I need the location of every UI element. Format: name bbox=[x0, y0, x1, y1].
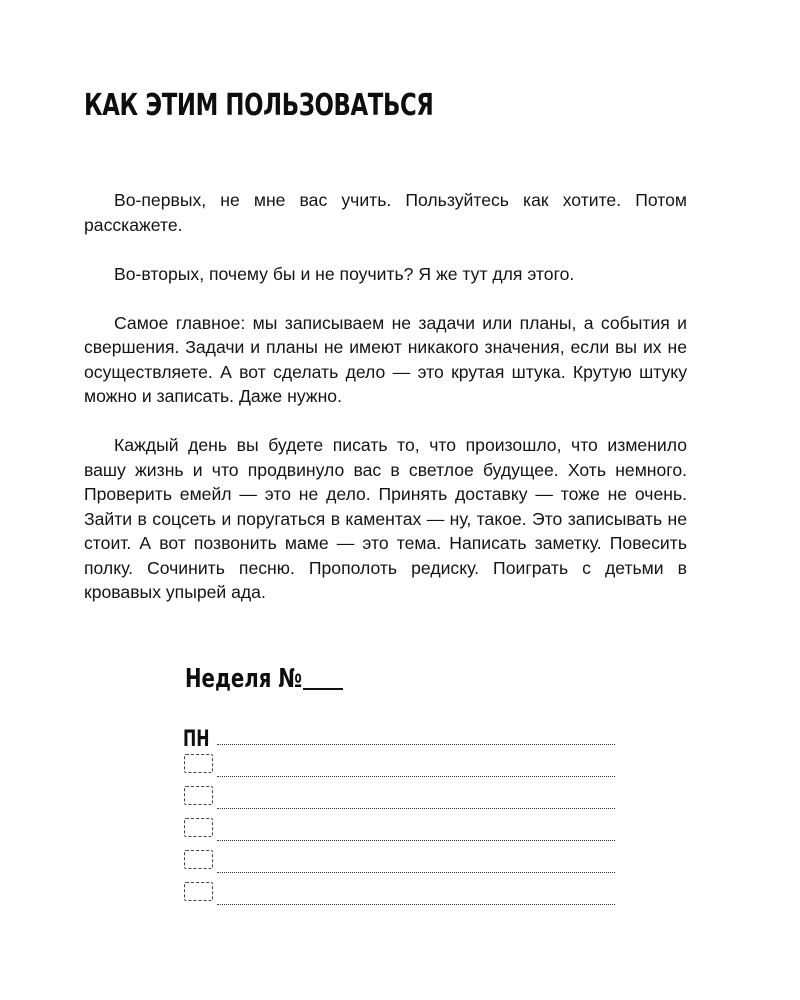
day-label-monday: ПН bbox=[183, 727, 210, 752]
week-header bbox=[185, 662, 343, 696]
instructions-text bbox=[84, 188, 687, 605]
week-number-blank[interactable] bbox=[303, 688, 343, 690]
task-checkbox[interactable] bbox=[184, 786, 213, 805]
page-title: КАК ЭТИМ ПОЛЬЗОВАТЬСЯ bbox=[84, 88, 434, 123]
task-checkbox[interactable] bbox=[184, 850, 213, 869]
paragraph-daily-writing: Каждый день вы будете писать то, что произошло, что изменило вашу жизнь и что продвинуло вас в светлое будущее. Хоть немного. Проверить емейл — это не дело. Принять доставку — тоже не очень. Зайти в соцсеть и поругаться в каментах — ну, такое. Это записывать не стоит. А вот позвонить маме — это тема. Написать заметку. Повесить полку. Сочинить песню. Прополоть редиску. Поиграть с детьми в кровавых упырей ада. bbox=[84, 435, 687, 602]
paragraph-first: Во-первых, не мне вас учить. Пользуйтесь как хотите. Потом расскажете. bbox=[84, 190, 687, 235]
paragraph-main-idea: Самое главное: мы записываем не задачи или планы, а события и свершения. Задачи и планы не имеют никакого значения, если вы их не осуществляете. А вот сделать дело — это крутая штука. Крутую штуку можно и записать. Даже нужно. bbox=[84, 312, 687, 406]
task-checkbox[interactable] bbox=[184, 818, 213, 837]
task-line[interactable] bbox=[217, 808, 615, 809]
task-line[interactable] bbox=[217, 872, 615, 873]
task-line[interactable] bbox=[217, 776, 615, 777]
task-line[interactable] bbox=[217, 904, 615, 905]
task-line[interactable] bbox=[217, 840, 615, 841]
week-number-label: Неделя № bbox=[185, 664, 303, 694]
paragraph-second: Во-вторых, почему бы и не поучить? Я же тут для этого. bbox=[114, 263, 575, 284]
task-checkbox[interactable] bbox=[184, 754, 213, 773]
day-heading-line[interactable] bbox=[217, 744, 615, 745]
task-checkbox[interactable] bbox=[184, 882, 213, 901]
